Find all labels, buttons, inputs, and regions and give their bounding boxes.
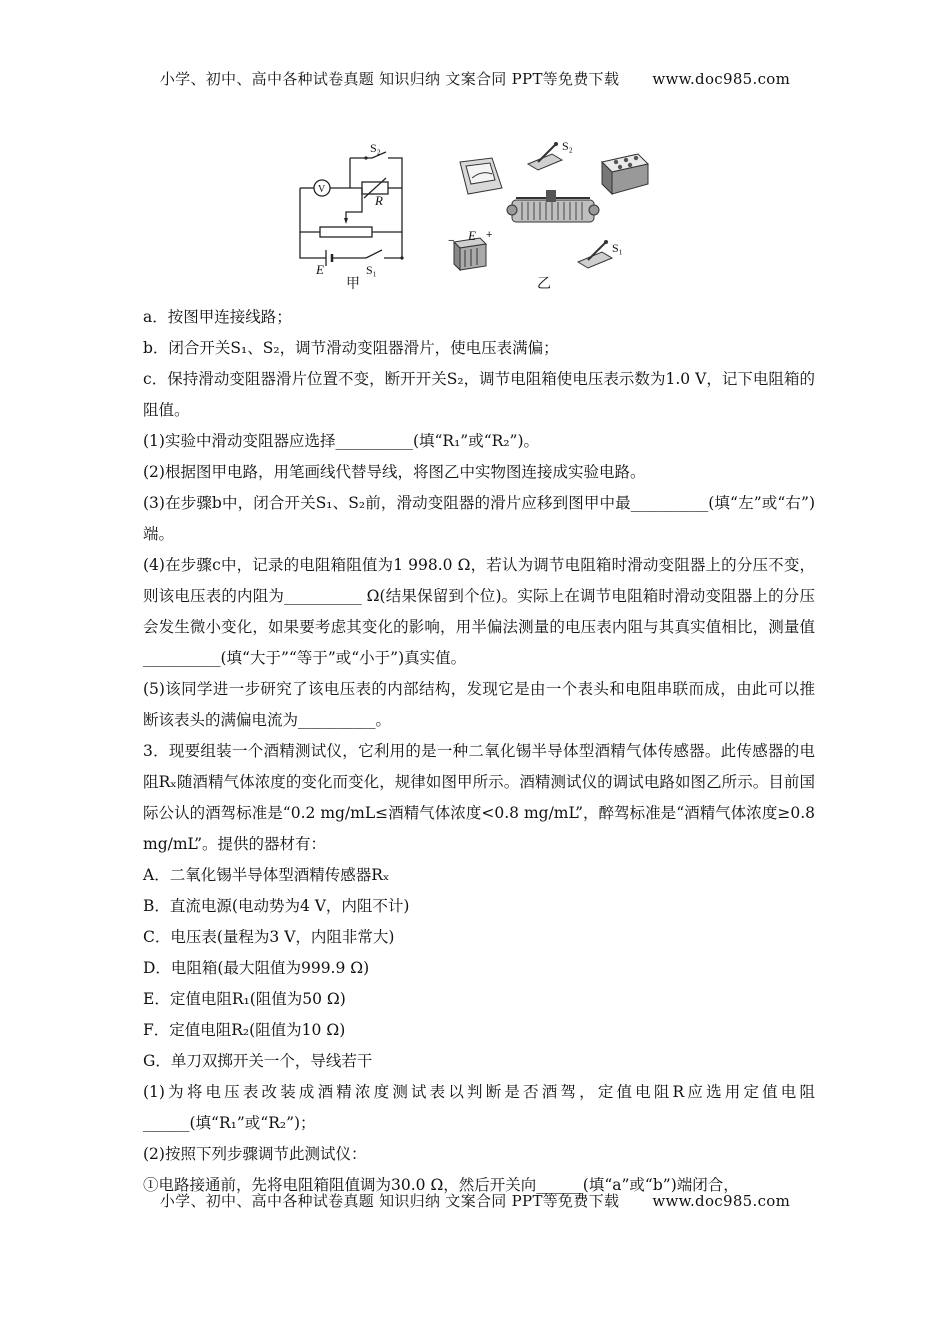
label-s1: S₁	[366, 263, 377, 277]
question-5: (5)该同学进一步研究了该电压表的内部结构，发现它是由一个表头和电阻串联而成，由此可以推断该表头的满偏电流为__________。	[143, 680, 815, 729]
caption-yi: 乙	[537, 277, 551, 290]
circuit-figure	[290, 140, 670, 290]
rheostat-device	[507, 190, 599, 222]
label-s2: S₂	[370, 141, 381, 155]
problem-3-step-1: ①电路接通前，先将电阻箱阻值调为30.0 Ω，然后开关向______(填“a”或“b”)端闭合，	[143, 1176, 739, 1194]
switch-s1	[366, 250, 382, 258]
item-f: F．定值电阻R₂(阻值为10 Ω)	[143, 1021, 346, 1039]
label-v: V	[318, 184, 326, 195]
switch-s2-device	[528, 142, 562, 170]
step-a: a．按图甲连接线路；	[143, 308, 292, 326]
page-header	[0, 68, 950, 89]
question-3: (3)在步骤b中，闭合开关S₁、S₂前，滑动变阻器的滑片应移到图甲中最__________(填“左”或“右”)端。	[143, 494, 815, 543]
caption-jia: 甲	[346, 277, 360, 290]
resistance-box-device	[602, 154, 648, 194]
svg-text:+: +	[486, 229, 493, 241]
item-b: B．直流电源(电动势为4 V，内阻不计)	[143, 897, 410, 915]
item-g: G．单刀双掷开关一个，导线若干	[143, 1052, 373, 1070]
problem-3-question-2: (2)按照下列步骤调节此测试仪：	[143, 1145, 367, 1163]
rheostat-symbol	[320, 227, 372, 237]
question-2: (2)根据图甲电路，用笔画线代替导线，将图乙中实物图连接成实验电路。	[143, 463, 646, 481]
question-1: (1)实验中滑动变阻器应选择__________(填“R₁”或“R₂”)。	[143, 432, 540, 450]
step-b: b．闭合开关S₁、S₂，调节滑动变阻器滑片，使电压表满偏；	[143, 339, 559, 357]
label-e-device: E	[468, 228, 476, 243]
footer-text: 小学、初中、高中各种试卷真题 知识归纳 文案合同 PPT等免费下载	[159, 1192, 620, 1210]
footer-site: www.doc985.com	[652, 1192, 791, 1210]
item-c: C．电压表(量程为3 V，内阻非常大)	[143, 928, 395, 946]
question-content	[143, 302, 815, 1201]
item-e: E．定值电阻R₁(阻值为50 Ω)	[143, 990, 346, 1008]
label-r: R	[375, 193, 383, 208]
switch-s1-device	[578, 240, 612, 268]
voltmeter-device	[460, 158, 502, 194]
problem-3-question-1: (1)为将电压表改装成酒精浓度测试表以判断是否酒驾，定值电阻R应选用定值电阻______(填“R₁”或“R₂”)；	[143, 1083, 815, 1132]
label-e: E	[316, 262, 324, 277]
item-d: D．电阻箱(最大阻值为999.9 Ω)	[143, 959, 370, 977]
question-4: (4)在步骤c中，记录的电阻箱阻值为1 998.0 Ω，若认为调节电阻箱时滑动变阻器上的分压不变，则该电压表的内阻为__________ Ω(结果保留到个位)。实际上在调节电阻箱时滑动变阻器上的分压会发生微小变化，如果要考虑其变化的影响，用半偏法测量的电压表内阻与其真实值相比，测量值__________(填“大于”“等于”或“小于”)真实值。	[143, 556, 815, 667]
header-site: www.doc985.com	[652, 70, 791, 88]
label-s2-device: S₂	[562, 140, 573, 153]
svg-text:−: −	[448, 235, 455, 247]
step-c: c．保持滑动变阻器滑片位置不变，断开开关S₂，调节电阻箱使电压表示数为1.0 V，记下电阻箱的阻值。	[143, 370, 815, 419]
circuit-figure-svg	[290, 140, 670, 290]
label-s1-device: S₁	[612, 241, 623, 255]
problem-3-intro: 3．现要组装一个酒精测试仪，它利用的是一种二氧化锡半导体型酒精气体传感器。此传感器的电阻Rₓ随酒精气体浓度的变化而变化，规律如图甲所示。酒精测试仪的调试电路如图乙所示。目前国际公认的酒驾标准是“0.2 mg/mL≤酒精气体浓度<0.8 mg/mL”，醉驾标准是“酒精气体浓度≥0.8 mg/mL”。提供的器材有：	[143, 742, 815, 853]
page-footer	[0, 1190, 950, 1211]
item-a: A．二氧化锡半导体型酒精传感器Rₓ	[143, 866, 390, 884]
header-text: 小学、初中、高中各种试卷真题 知识归纳 文案合同 PPT等免费下载	[159, 70, 620, 88]
schematic-jia	[300, 152, 402, 266]
